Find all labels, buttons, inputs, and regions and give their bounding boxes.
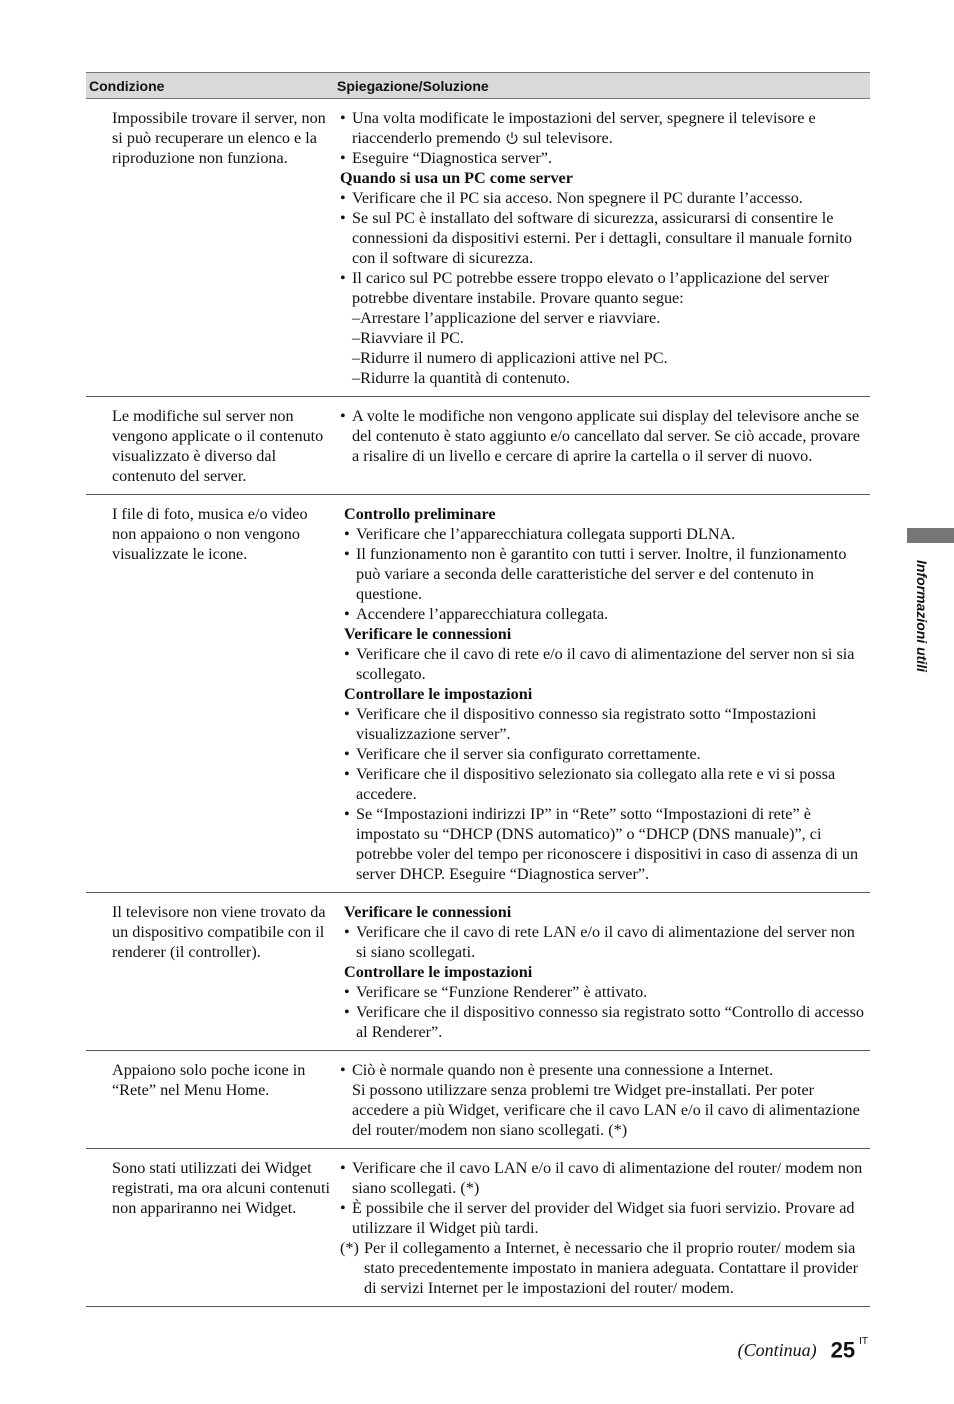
solution-cell — [336, 1051, 870, 1149]
condition-cell: Sono stati utilizzati dei Widget registrati, ma ora alcuni contenuti non appariranno nei Widget. — [86, 1149, 336, 1307]
bullet-item: • Ciò è normale quando non è presente una connessione a Internet. — [340, 1061, 774, 1079]
solution-cell — [336, 893, 870, 1051]
condition-cell: Le modifiche sul server non vengono applicate o il contenuto visualizzato è diverso dal contenuto del server. — [86, 397, 336, 495]
table-row — [86, 397, 870, 495]
bullet-item: • Verificare che il cavo di rete LAN e/o il cavo di alimentazione del server non si siano scollegati. — [344, 923, 855, 961]
table-row — [86, 893, 870, 1051]
bullet-item: • Il carico sul PC potrebbe essere troppo elevato o l’applicazione del server potrebbe diventare instabile. Provare quanto segue: — [340, 269, 829, 307]
subheading: Verificare le connessioni — [344, 903, 512, 921]
bullet-item: • Il funzionamento non è garantito con tutti i server. Inoltre, il funzionamento può variare a seconda delle caratteristiche del server e del contenuto in questione. — [344, 545, 847, 603]
bullet-item: • Una volta modificate le impostazioni del server, spegnere il televisore e riaccenderlo premendo sul televisore. — [340, 109, 816, 147]
table-row — [86, 495, 870, 893]
bullet-item: • Verificare che il cavo di rete e/o il cavo di alimentazione del server non si sia scollegato. — [344, 645, 855, 683]
language-code: IT — [859, 1336, 868, 1347]
paragraph: Si possono utilizzare senza problemi tre Widget pre-installati. Per poter accedere a più Widget, verificare che il cavo LAN e/o il cavo di alimentazione del router/modem non siano scollegati. (*) — [352, 1081, 860, 1139]
subheading: Verificare le connessioni — [344, 625, 512, 643]
footnote: (*) Per il collegamento a Internet, è necessario che il proprio router/ modem sia stato precedentemente impostato in maniera adeguata. Contattare il provider di servizi Internet per le impostazioni del router/ modem. — [340, 1239, 858, 1297]
subheading: Controllare le impostazioni — [344, 685, 533, 703]
subheading: Controllare le impostazioni — [344, 963, 533, 981]
section-tab-marker — [907, 528, 954, 543]
bullet-dot: • — [340, 109, 346, 127]
bullet-item: • Eseguire “Diagnostica server”. — [340, 149, 553, 167]
bullet-item: • Verificare che il cavo LAN e/o il cavo di alimentazione del router/ modem non siano scollegati. (*) — [340, 1159, 863, 1197]
solution-cell — [336, 495, 870, 893]
section-side-label: Informazioni utili — [914, 560, 930, 672]
table-row — [86, 1051, 870, 1149]
dash-item: –Ridurre il numero di applicazioni attive nel PC. — [352, 349, 668, 367]
dash-item: –Riavviare il PC. — [352, 329, 464, 347]
continued-label: (Continua) — [737, 1339, 817, 1360]
table-header — [86, 73, 870, 99]
bullet-item: • Verificare se “Funzione Renderer” è attivato. — [344, 983, 648, 1001]
bullet-item: • Verificare che il PC sia acceso. Non spegnere il PC durante l’accesso. — [340, 189, 803, 207]
dash-item: –Ridurre la quantità di contenuto. — [352, 369, 571, 387]
page-footer — [738, 1336, 868, 1363]
solution-cell — [336, 1149, 870, 1307]
condition-cell: I file di foto, musica e/o video non appaiono o non vengono visualizzate le icone. — [86, 495, 336, 893]
bullet-item: • Verificare che il dispositivo connesso sia registrato sotto “Controllo di accesso al Renderer”. — [344, 1003, 864, 1041]
bullet-item: • Verificare che l’apparecchiatura collegata supporti DLNA. — [344, 525, 736, 543]
solution-cell — [336, 397, 870, 495]
table-row — [86, 1149, 870, 1307]
page-number: 25 — [830, 1337, 856, 1363]
bullet-item: • Se “Impostazioni indirizzi IP” in “Rete” sotto “Impostazioni di rete” è impostato su “DHCP (DNS automatico)” o “DHCP (DNS manuale)”, ci potrebbe voler del tempo per riconoscere i dispositivi in caso di assenza di un server DHCP. Eseguire “Diagnostica server”. — [344, 805, 859, 883]
dash-item: –Arrestare l’applicazione del server e riavviare. — [352, 309, 661, 327]
solution-cell — [336, 99, 870, 397]
condition-cell: Appaiono solo poche icone in “Rete” nel Menu Home. — [86, 1051, 336, 1149]
bullet-item: • Verificare che il dispositivo selezionato sia collegato alla rete e vi si possa accedere. — [344, 765, 836, 803]
subheading: Quando si usa un PC come server — [340, 169, 573, 187]
bullet-item: • Verificare che il server sia configurato correttamente. — [344, 745, 701, 763]
power-icon — [505, 131, 519, 145]
troubleshooting-table — [86, 72, 870, 1307]
footnote-mark: (*) — [340, 1239, 359, 1257]
bullet-item: • È possibile che il server del provider del Widget sia fuori servizio. Provare ad utilizzare il Widget più tardi. — [340, 1199, 855, 1237]
condition-cell: Impossibile trovare il server, non si può recuperare un elenco e la riproduzione non funziona. — [86, 99, 336, 397]
header-condizione: Condizione — [89, 77, 165, 94]
subheading: Controllo preliminare — [344, 505, 496, 523]
bullet-item: • Accendere l’apparecchiatura collegata. — [344, 605, 609, 623]
condition-cell: Il televisore non viene trovato da un dispositivo compatibile con il renderer (il controller). — [86, 893, 336, 1051]
bullet-item: • Verificare che il dispositivo connesso sia registrato sotto “Impostazioni visualizzazione server”. — [344, 705, 817, 743]
table-row — [86, 99, 870, 397]
bullet-item: • Se sul PC è installato del software di sicurezza, assicurarsi di consentire le connessioni da dispositivi esterni. Per i dettagli, consultare il manuale fornito con il software di sicurezza. — [340, 209, 852, 267]
header-spiegazione: Spiegazione/Soluzione — [337, 77, 489, 94]
bullet-item: • A volte le modifiche non vengono applicate sui display del televisore anche se del contenuto è stato aggiunto e/o cancellato dal server. Se ciò accade, provare a risalire di un livello e cercare di aprire la cartella o il server di nuovo. — [340, 407, 860, 465]
